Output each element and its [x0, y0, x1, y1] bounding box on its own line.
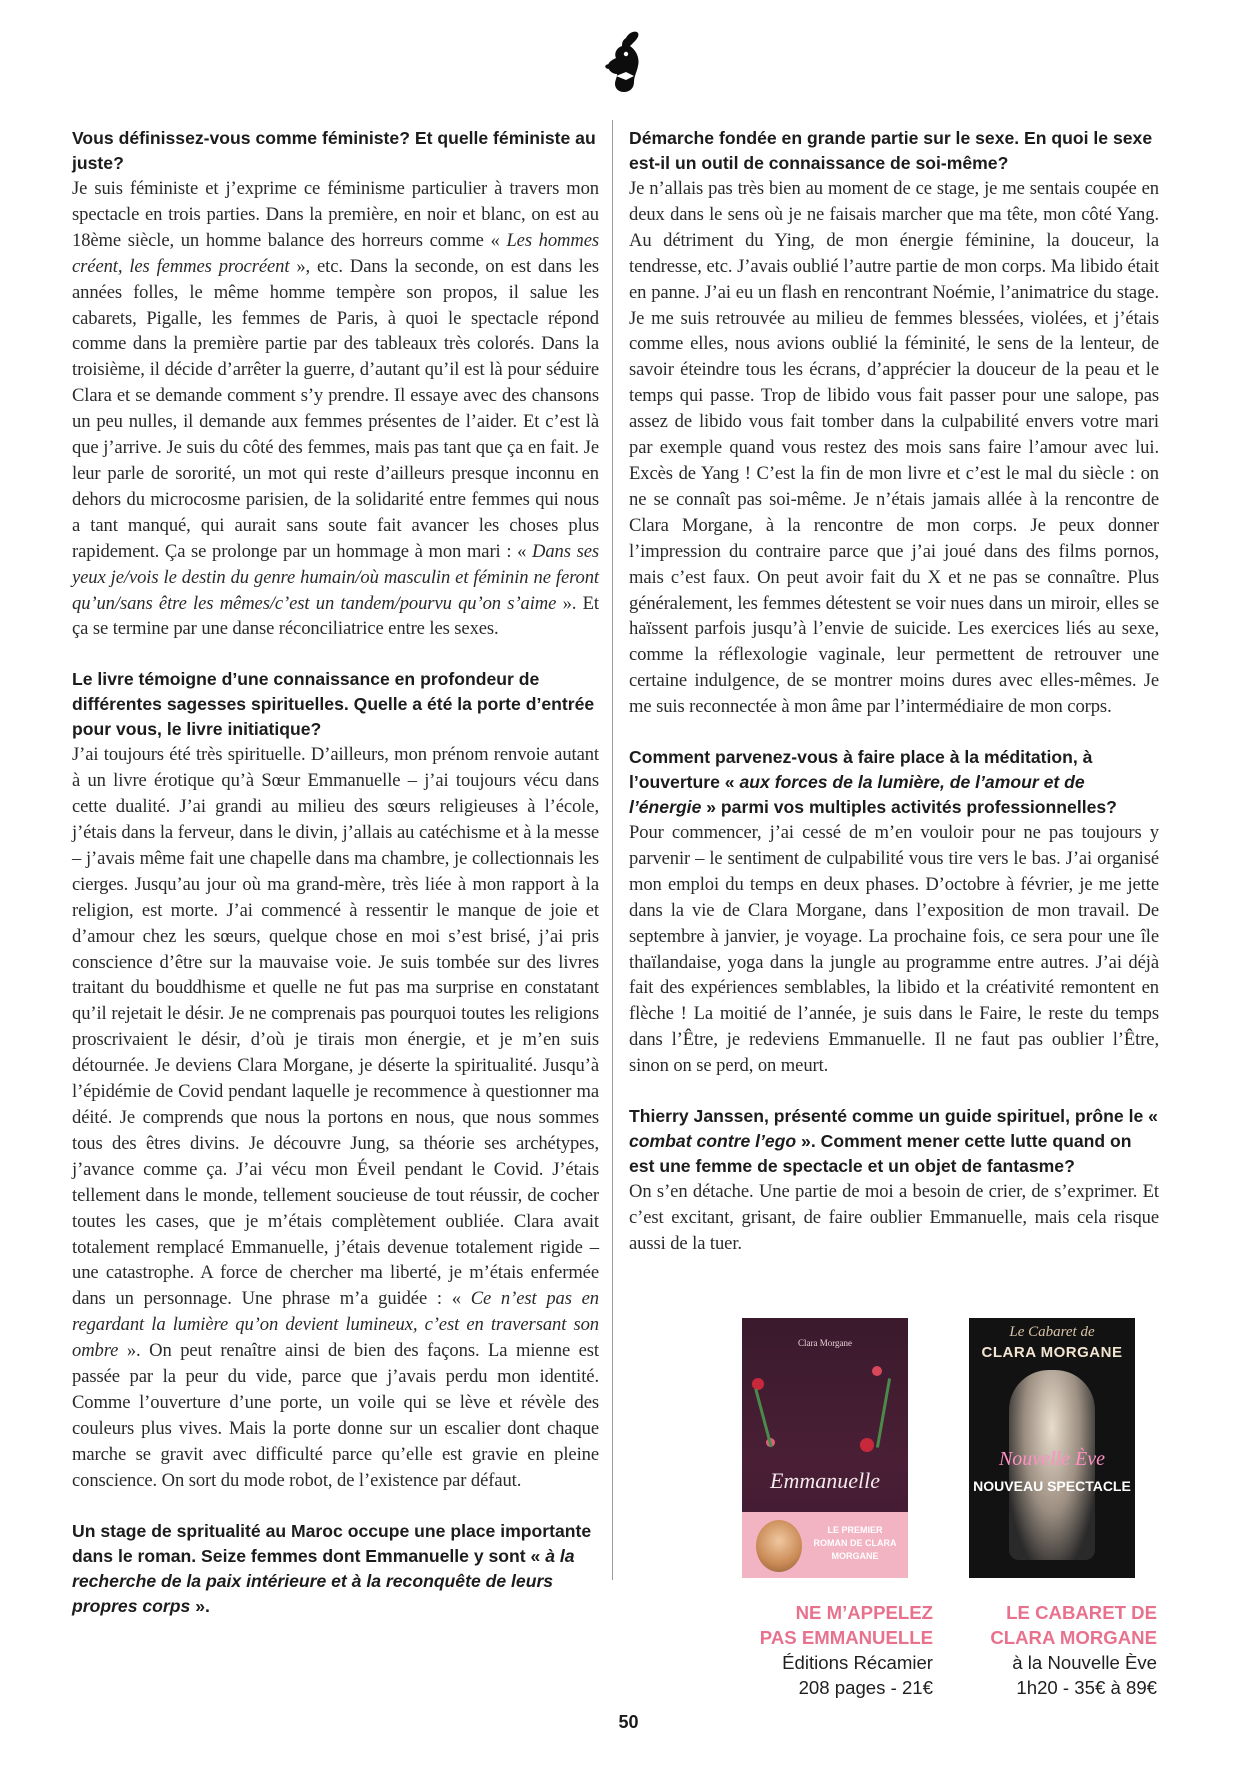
- left-column: [72, 126, 599, 1619]
- answer-sexe: Je n’allais pas très bien au moment de ce stage, je me sentais coupée en deux dans le sens où je ne faisais marcher que ma tête, mon côté Yang. Au détriment du Ying, de mon énergie féminine, la douceur, la tendresse, etc. J’avais oublié l’autre partie de mon corps. Ma libido était en panne. J’ai eu un flash en rencontrant Noémie, l’animatrice du stage. Je me suis retrouvée au milieu de femmes blessées, violées, et j’étais comme elles, nous avions oublié la féminité, le sens de la lenteur, de savoir éteindre tous les écrans, d’apprécier la douceur de la peau et le temps qui passe. Trop de libido vous fait passer pour une salope, pas assez de libido vous fait tomber dans la culpabilité envers votre mari par exemple quand vous restez des mois sans faire l’amour avec lui. Excès de Yang ! C’est la fin de mon livre et c’est le mal du siècle : on ne se connaît pas soi-même. Je n’étais jamais allée à la rencontre de Clara Morgane, à la rencontre de mon corps. Je peux donner l’impression du contraire parce que j’ai joué dans des films pornos, mais c’est faux. On peut avoir fait du X et ne pas se connaître. Plus généralement, les femmes détestent se voir nues dans un miroir, elles se haïssent parfois jusqu’à l’envie de suicide. Les exercices liés au sexe, comme la réflexologie vaginale, leur permettent de retrouver une certaine indulgence, de se montrer moins dures avec elles-mêmes. Je me suis reconnectée à mon âme par l’intermédiaire de mon corps.: [629, 178, 1159, 718]
- question-meditation: Comment parvenez-vous à faire place à la méditation, à l’ouverture « aux forces de la lumière, de l’amour et de l’énergie » parmi vos multiples activités professionnelles?: [629, 747, 1117, 818]
- show-caption-title-2: CLARA MORGANE: [990, 1627, 1157, 1648]
- qa-block-sexe: [629, 126, 1159, 720]
- author-portrait-icon: [756, 1520, 802, 1572]
- show-caption: [957, 1600, 1157, 1700]
- book-cover-band: [742, 1512, 908, 1578]
- qa-block-maroc: [72, 1519, 599, 1619]
- book-caption-title-2: PAS EMMANUELLE: [759, 1627, 933, 1648]
- column-divider: [612, 120, 613, 1580]
- qa-block-spiritual: [72, 667, 599, 1493]
- covers: [742, 1318, 1158, 1578]
- question-ego: Thierry Janssen, présenté comme un guide spirituel, prône le « combat contre l’ego ». Comment mener cette lutte quand on est une femme de spectacle et un objet de fantasme?: [629, 1106, 1158, 1177]
- show-poster-subtitle: NOUVEAU SPECTACLE: [973, 1478, 1131, 1494]
- answer-meditation: Pour commencer, j’ai cessé de m’en vouloir pour ne pas toujours y parvenir – le sentiment de culpabilité vous tire vers le bas. J’ai organisé mon emploi du temps en deux phases. D’octobre à février, je me jette dans la vie de Clara Morgane, dans l’exposition de mon travail. De septembre à janvier, je voyage. La prochaine fois, ce sera pour une île thaïlandaise, yoga dans la jungle au programme entre autres. J’ai déjà fait des expériences semblables, la libido et la créativité remontent en flèche ! La moitié de l’année, je suis dans le Faire, le reste du temps dans l’Être, je redeviens Emmanuelle. Il ne faut pas oublier l’Être, sinon on se perd, on meurt.: [629, 822, 1159, 1077]
- show-caption-title-1: LE CABARET DE: [1006, 1602, 1157, 1623]
- show-poster-title: CLARA MORGANE: [981, 1344, 1123, 1361]
- qa-block-feminist: [72, 126, 599, 642]
- book-cover-band-text: LE PREMIER ROMAN DE CLARA MORGANE: [813, 1525, 897, 1561]
- right-column: [629, 126, 1159, 1257]
- answer-spiritual: J’ai toujours été très spirituelle. D’ailleurs, mon prénom renvoie autant à un livre érotique qu’à Sœur Emmanuelle – j’ai toujours vécu dans cette dualité. J’ai grandi au milieu des sœurs religieuses à l’école, j’étais dans la ferveur, dans le divin, j’allais au catéchisme et à la messe – j’avais même fait une chapelle dans ma chambre, je collectionnais les cierges. Jusqu’au jour où ma grand-mère, très liée à mon rapport à la religion, est morte. J’ai commencé à ressentir le manque de joie et d’amour chez les sœurs, quelque chose en moi s’est brisé, j’ai pris conscience d’être sur la mauvaise voie. Je suis tombée sur des livres traitant du bouddhisme et quelle ne fut pas ma surprise en constatant qu’il rejetait le désir. Je ne comprenais pas pourquoi toutes les religions proscrivaient le désir, d’où je tirais mon énergie, et je m’en suis détournée. Je deviens Clara Morgane, je déserte la spiritualité. Jusqu’à l’épidémie de Covid pendant laquelle je recommence à questionner ma déité. Je comprends que nous la portons en nous, que nous sommes tous des êtres divins. Je découvre Jung, sa théorie ses archétypes, j’avance comme ça. J’ai vécu mon Éveil pendant le Covid. J’étais tellement dans le monde, tellement soucieuse de tout réussir, de cocher toutes les cases, que je m’étais complètement oubliée. Clara avait totalement remplacé Emmanuelle, j’étais devenue totalement rigide – une catastrophe. A force de chercher ma liberté, je m’étais enfermée dans un personnage. Une phrase m’a guidée : « Ce n’est pas en regardant la lumière qu’on devient lumineux, c’est en traversant son ombre ». On peut renaître ainsi de bien des façons. La mienne est passée par la peur du vide, parce que j’avais perdu mon identité. Comme l’ouverture d’une porte, un voile qui se lève et révèle des couleurs plus vives. Mais la porte donne sur un escalier dont chaque marche se gravit avec difficulté parce qu’elle est gravie en pleine conscience. On sort du mode robot, de l’existence par défaut.: [72, 744, 600, 1491]
- show-poster-image: [969, 1318, 1135, 1578]
- question-sexe: Démarche fondée en grande partie sur le sexe. En quoi le sexe est-il un outil de connaissance de soi-même?: [629, 128, 1153, 173]
- show-poster-script: Le Cabaret de: [1009, 1324, 1095, 1340]
- question-maroc: Un stage de spritualité au Maroc occupe une place importante dans le roman. Seize femmes dont Emmanuelle y sont « à la recherche de la paix intérieure et à la reconquête de leurs propres corps ».: [72, 1520, 592, 1616]
- qa-block-meditation: [629, 745, 1159, 1079]
- book-cover-image: [742, 1318, 908, 1578]
- book-caption-publisher: Éditions Récamier: [782, 1652, 933, 1673]
- book-cover-title: Emmanuelle: [770, 1468, 880, 1493]
- answer-ego: On s’en détache. Une partie de moi a besoin de crier, de s’exprimer. Et c’est excitant, grisant, de faire oublier Emmanuelle, mais cela risque aussi de la tuer.: [629, 1181, 1159, 1254]
- question-feminist: Vous définissez-vous comme féministe? Et quelle féministe au juste?: [72, 128, 596, 173]
- book-cover-author: Clara Morgane: [797, 1338, 853, 1348]
- page-number: 50: [618, 1712, 639, 1732]
- question-spiritual: Le livre témoigne d’une connaissance en profondeur de différentes sagesses spirituelles. Quelle a été la porte d’entrée pour vous, le livre initiatique?: [72, 669, 595, 740]
- answer-feminist: Je suis féministe et j’exprime ce féminisme particulier à travers mon spectacle en trois parties. Dans la première, en noir et blanc, on est au 18ème siècle, un homme balance des horreurs comme « Les hommes créent, les femmes procréent », etc. Dans la seconde, on est dans les années folles, le même homme tempère son propos, il salue les cabarets, Pigalle, les femmes de Paris, à quoi le spectacle répond comme dans la première partie par des tableaux très colorés. Dans la troisième, il décide d’arrêter la guerre, d’autant qu’il est là pour séduire Clara et se demande comment s’y prendre. Il essaye avec des chansons un peu nulles, il demande aux femmes présentes de l’aider. Et c’est là que j’arrive. Je suis du côté des femmes, mais pas tant que ça en fait. Je leur parle de sororité, un mot qui reste d’ailleurs presque inconnu en dehors du microcosme parisien, de la solidarité entre femmes qui nous a tant manqué, qui aurait sans soute fait avancer les choses plus rapidement. Ça se prolonge par un hommage à mon mari : « Dans ses yeux je/vois le destin du genre humain/où masculin et féminin ne feront qu’un/sans être les mêmes/c’est un tandem/pourvu qu’on s’aime ». Et ça se termine par une danse réconciliatrice entre les sexes.: [72, 178, 600, 640]
- book-caption-title-1: NE M’APPELEZ: [795, 1602, 933, 1623]
- book-caption-details: 208 pages - 21€: [798, 1677, 933, 1698]
- show-poster-venue: Nouvelle Ève: [998, 1448, 1106, 1470]
- show-caption-venue: à la Nouvelle Ève: [1012, 1652, 1157, 1673]
- bunny-logo-icon: [596, 30, 652, 94]
- qa-block-ego: [629, 1104, 1159, 1257]
- show-caption-details: 1h20 - 35€ à 89€: [1016, 1677, 1157, 1698]
- book-caption: [733, 1600, 933, 1700]
